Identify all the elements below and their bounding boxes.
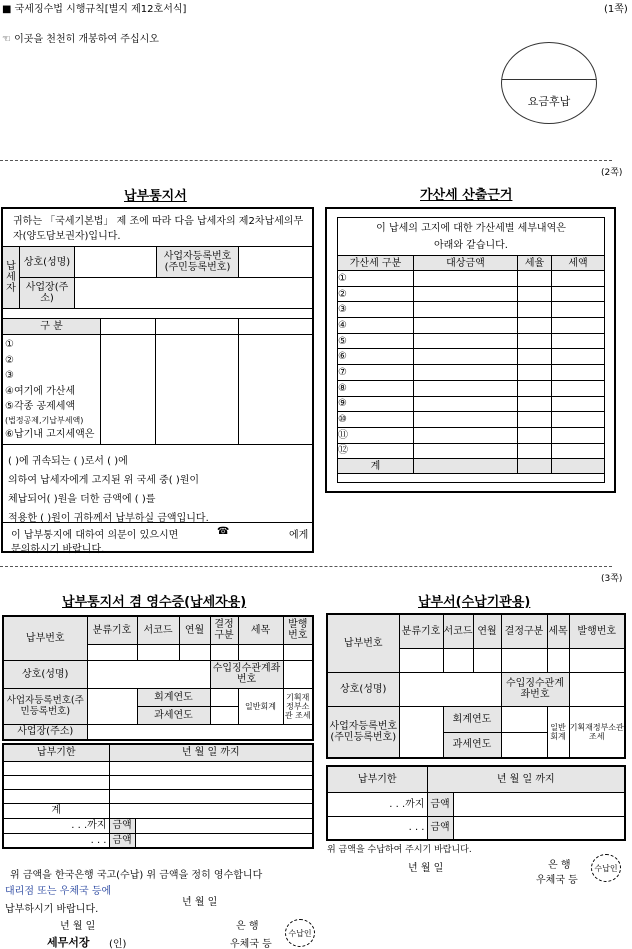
receipt-until-label: . . .까지 bbox=[3, 818, 109, 833]
receipt-name-label: 상호(성명) bbox=[3, 660, 87, 688]
payment-col-item: 세목 bbox=[547, 614, 569, 648]
basis-total-label: 계 bbox=[338, 459, 414, 474]
payment-due-date: 년 월 일 까지 bbox=[427, 766, 625, 792]
payment-until-label: . . .까지 bbox=[327, 792, 427, 816]
basis-row-label: ⑤ bbox=[338, 333, 414, 349]
payment-after-label: . . . bbox=[327, 816, 427, 840]
receipt-info-table bbox=[2, 615, 314, 741]
receipt-payno-label: 납부번호 bbox=[3, 616, 87, 660]
receipt-col-decision: 결정구분 bbox=[210, 616, 238, 644]
notice-paragraph: ( )에 귀속되는 ( )로서 ( )에 의하여 납세자에게 고지된 위 국세 중( )원이 체납되어( )원을 더한 금액에 ( )를 적용한 ( )원이 귀하께서 납부하실 금액입니다. bbox=[8, 456, 209, 524]
payment-title: 납부서(수납기관용) bbox=[418, 595, 531, 610]
open-notice: ☜ 이곳을 천천히 개봉하여 주십시오 bbox=[2, 34, 159, 45]
receipt-address-label: 사업장(주소) bbox=[3, 724, 87, 740]
receipt-fiscal-label: 회계연도 bbox=[137, 688, 210, 706]
receipt-after-label: . . . bbox=[3, 833, 109, 848]
fold-line-2 bbox=[0, 566, 612, 567]
receipt-office: 기획재정부소관 bbox=[284, 692, 310, 720]
address-label: 사업장(주소) bbox=[20, 278, 75, 309]
basis-form bbox=[325, 207, 616, 493]
page-number-2: (2쪽) bbox=[601, 168, 623, 178]
bizno-label: 사업자등록번호(주민등록번호) bbox=[157, 247, 239, 278]
category-table bbox=[2, 318, 313, 445]
payment-due-table bbox=[326, 765, 626, 841]
receipt-name-value[interactable] bbox=[87, 660, 210, 688]
receipt-stamp: 수납인 bbox=[285, 919, 315, 947]
page-number-3: (3쪽) bbox=[601, 574, 623, 584]
payment-stamp: 수납인 bbox=[591, 854, 621, 882]
receipt-amount-label: 금액 bbox=[109, 818, 135, 833]
basis-title: 가산세 산출근거 bbox=[420, 188, 513, 203]
receipt-col-class: 분류기호 bbox=[87, 616, 137, 644]
payment-post: 우체국 등 bbox=[536, 875, 578, 886]
receipt-taxyear-label: 과세연도 bbox=[137, 706, 210, 724]
payment-col-decision: 결정구분 bbox=[501, 614, 547, 648]
category-item: ⑤각종 공제세액 bbox=[5, 401, 76, 412]
basis-row-label: ⑥ bbox=[338, 349, 414, 365]
receipt-due-date: 년 월 일 까지 bbox=[109, 744, 313, 761]
payment-general: 일반회계 bbox=[547, 706, 569, 758]
payment-taxyear-label: 과세연도 bbox=[443, 732, 501, 758]
notice-form bbox=[1, 207, 314, 553]
basis-row-label: ⑫ bbox=[338, 443, 414, 459]
col-category: 가산세 구분 bbox=[338, 256, 414, 271]
receipt-due-table bbox=[2, 743, 314, 849]
payment-due-label: 납부기한 bbox=[327, 766, 427, 792]
receipt-col-issue: 발행번호 bbox=[283, 616, 313, 644]
payment-col-month: 연월 bbox=[473, 614, 501, 648]
notice-intro: 귀하는 「국세기본법」 제 조에 따라 다음 납세자의 제2차납세의무자(양도담보권자)입니다. bbox=[13, 216, 304, 242]
receipt-date-right: 년 월 일 bbox=[182, 897, 218, 908]
page-number-1: (1쪽) bbox=[604, 4, 628, 15]
payment-payno-label: 납부번호 bbox=[327, 614, 399, 672]
category-header: 구 분 bbox=[3, 319, 101, 335]
receipt-post: 우체국 등 bbox=[230, 939, 272, 949]
payment-amount-label: 금액 bbox=[427, 792, 453, 816]
receipt-amount-label-2: 금액 bbox=[109, 833, 135, 848]
payment-fiscal-label: 회계연도 bbox=[443, 706, 501, 732]
name-value[interactable] bbox=[75, 247, 157, 278]
inquiry-text: 이 납부통지에 대하여 의문이 있으시면 bbox=[11, 530, 179, 541]
inquiry-tail: 에게 bbox=[289, 530, 309, 541]
notice-title: 납부통지서 bbox=[124, 189, 187, 204]
receipt-col-item: 세목 bbox=[238, 616, 283, 644]
official-seal: (인) bbox=[109, 939, 127, 949]
tax-office-chief: 세무서장 bbox=[47, 936, 90, 949]
payment-col-issue: 발행번호 bbox=[569, 614, 625, 648]
payment-col-office: 서코드 bbox=[443, 614, 473, 648]
payment-account-label: 수입징수관계좌번호 bbox=[501, 672, 569, 706]
payment-note: 위 금액을 수납하여 주시기 바랍니다. bbox=[327, 845, 472, 855]
bizno-value[interactable] bbox=[239, 247, 313, 278]
postage-stamp bbox=[501, 42, 597, 124]
inquiry-text-2: 문의하시기 바랍니다. bbox=[11, 544, 105, 555]
col-target-amount: 대상금액 bbox=[414, 256, 518, 271]
phone-icon: ☎ bbox=[217, 526, 230, 537]
taxpayer-label: 납세자 bbox=[3, 247, 20, 309]
receipt-title: 납부통지서 겸 영수증(납세자용) bbox=[62, 595, 247, 610]
basis-row-label: ② bbox=[338, 286, 414, 302]
stamp-label: 요금후납 bbox=[527, 95, 571, 108]
payment-office: 기획재정부소관 bbox=[569, 722, 624, 732]
payment-bank: 은 행 bbox=[548, 860, 571, 871]
basis-row-label: ⑪ bbox=[338, 427, 414, 443]
receipt-general: 일반회계 bbox=[245, 701, 276, 711]
receipt-agency: 대리점 또는 우체국 등에 bbox=[5, 886, 112, 897]
category-item: ② bbox=[5, 354, 14, 366]
name-label: 상호(성명) bbox=[20, 247, 75, 278]
basis-row-label: ④ bbox=[338, 318, 414, 334]
taxpayer-table bbox=[2, 246, 313, 309]
category-item: ④여기에 가산세 bbox=[5, 385, 76, 397]
basis-intro-2: 아래와 같습니다. bbox=[434, 240, 508, 251]
basis-row-label: ⑩ bbox=[338, 412, 414, 428]
payment-name-label: 상호(성명) bbox=[327, 672, 399, 706]
receipt-due-label: 납부기한 bbox=[3, 744, 109, 761]
basis-row-label: ① bbox=[338, 271, 414, 287]
payment-col-class: 분류기호 bbox=[399, 614, 443, 648]
basis-row-label: ③ bbox=[338, 302, 414, 318]
receipt-bank: 은 행 bbox=[236, 921, 259, 932]
category-item: ⑥납기내 고지세액은 bbox=[5, 428, 95, 440]
payment-tax: 조세 bbox=[589, 731, 605, 741]
col-rate: 세율 bbox=[518, 256, 552, 271]
receipt-please: 납부하시기 바랍니다. bbox=[5, 904, 99, 915]
basis-row-label: ⑧ bbox=[338, 380, 414, 396]
payment-amount-label-2: 금액 bbox=[427, 816, 453, 840]
basis-row-label: ⑨ bbox=[338, 396, 414, 412]
payment-info-table bbox=[326, 613, 626, 759]
receipt-date: 년 월 일 bbox=[60, 921, 96, 932]
category-item: ③ bbox=[5, 370, 14, 381]
receipt-total-label: 계 bbox=[3, 803, 109, 818]
category-note: (법정공제,기납부세액) bbox=[5, 415, 84, 425]
receipt-bizno-label: 사업자등록번호(주민등록번호) bbox=[3, 688, 87, 724]
basis-table bbox=[337, 255, 605, 474]
basis-intro: 이 납세의 고지에 대한 가산세별 세부내역은 bbox=[376, 223, 566, 234]
basis-row-label: ⑦ bbox=[338, 365, 414, 381]
receipt-tax: 조세 bbox=[295, 710, 311, 720]
receipt-account-label: 수입징수관계좌번호 bbox=[210, 660, 283, 688]
address-value[interactable] bbox=[75, 278, 313, 309]
payment-date: 년 월 일 bbox=[408, 863, 444, 874]
receipt-statement: 위 금액을 한국은행 국고(수납) 위 금액을 정히 영수합니다 bbox=[10, 870, 263, 881]
col-tax: 세액 bbox=[552, 256, 605, 271]
form-reference: ■ 국세징수법 시행규칙[별지 제12호서식] bbox=[2, 4, 187, 15]
receipt-col-month: 연월 bbox=[179, 616, 210, 644]
category-item: ① bbox=[5, 339, 14, 350]
fold-line-1 bbox=[0, 160, 612, 161]
receipt-col-office: 서코드 bbox=[137, 616, 179, 644]
payment-bizno-label: 사업자등록번호(주민등록번호) bbox=[327, 706, 399, 758]
